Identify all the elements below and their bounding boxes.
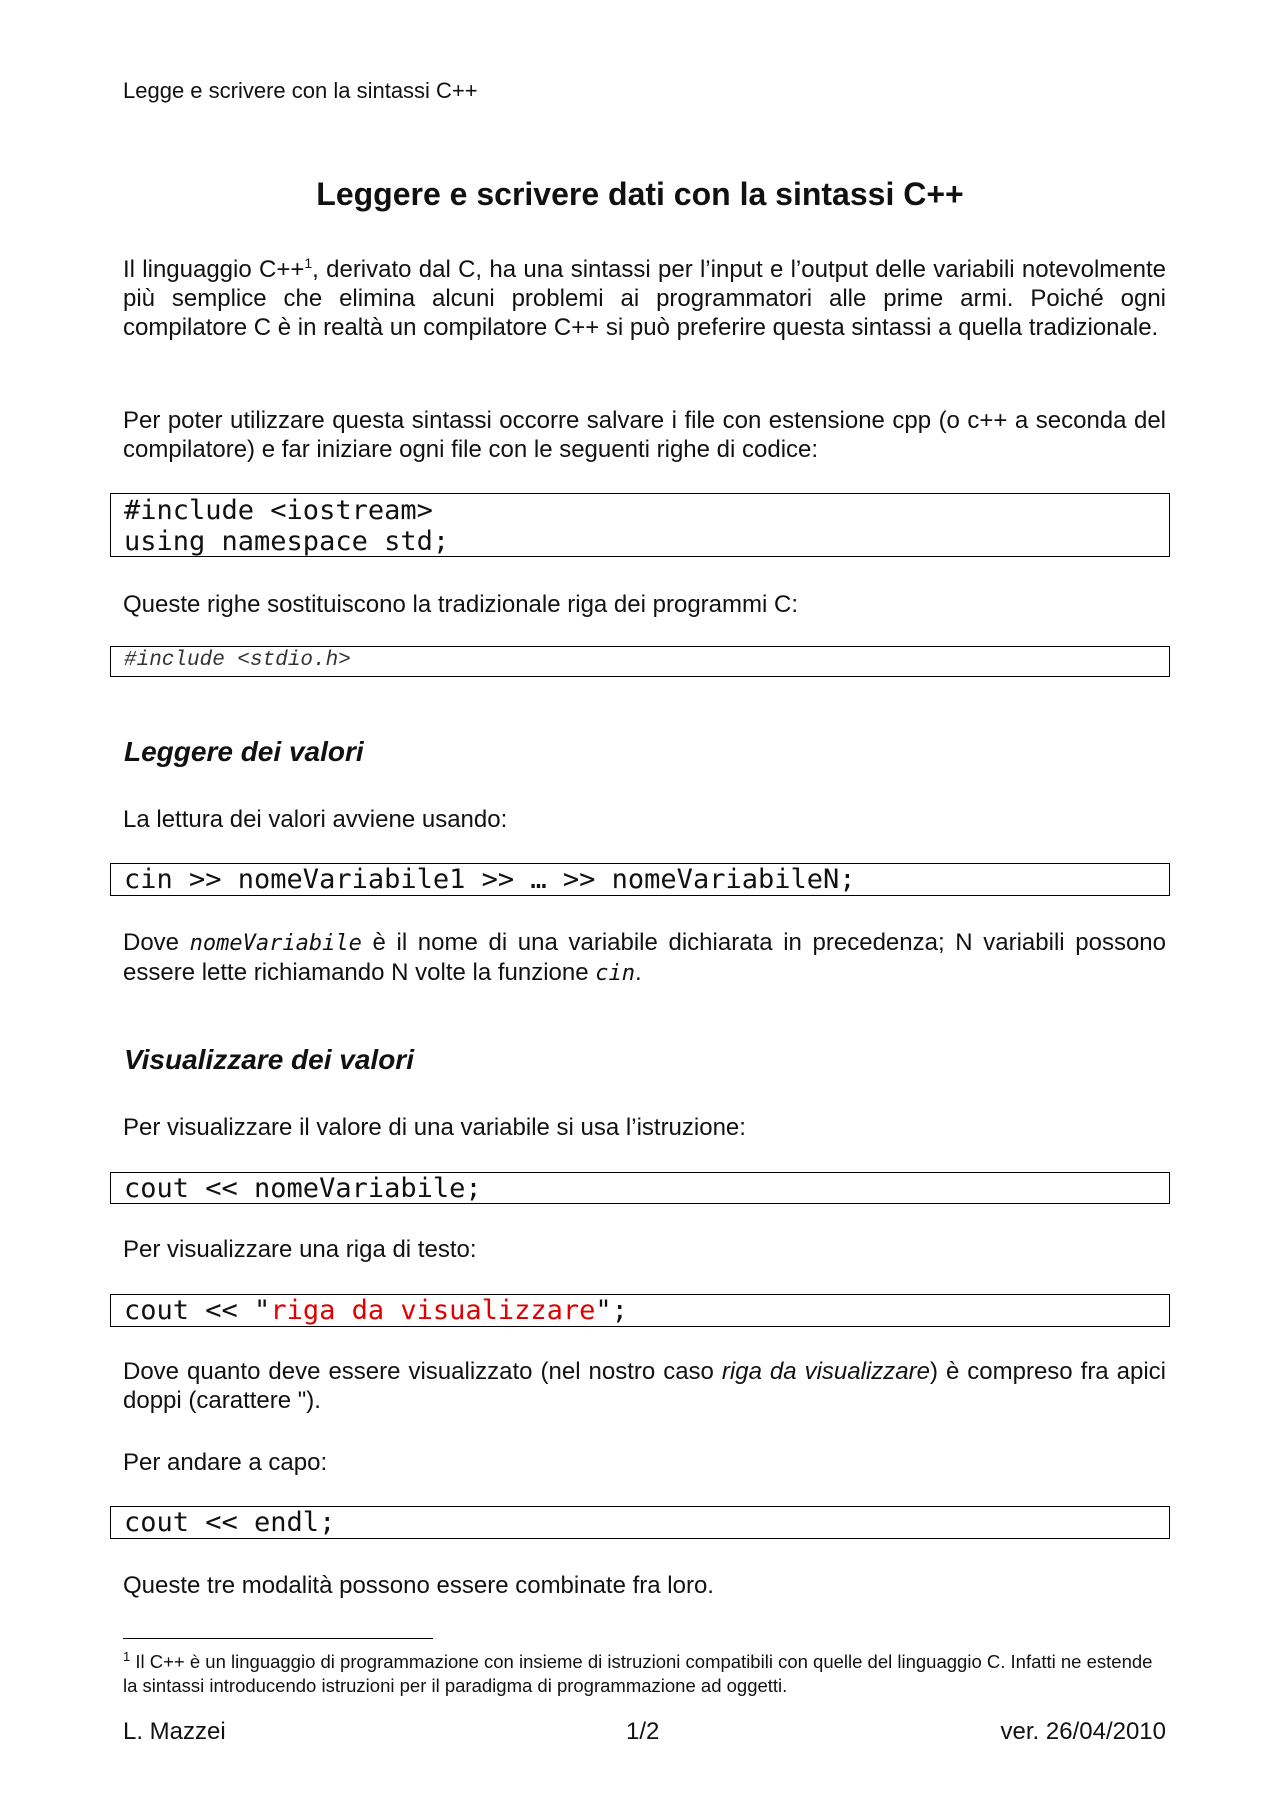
- function-name: cin: [595, 961, 636, 986]
- intro-text-b: , derivato dal C, ha una sintassi per l’input e l’output delle variabili notevolmente più semplice che elimina alcuni problemi ai programmatori alle prime armi. Poiché ogni compilatore C è in realtà un compilatore C++ si può preferire questa sintassi a quella tradizionale.: [123, 256, 1166, 341]
- intro-text-a: Il linguaggio C++: [123, 256, 305, 283]
- desc-text: .: [635, 959, 642, 986]
- desc-text: è il nome di una variabile dichiarata in precedenza; N variabili possono essere lette richiamando N volte la funzione: [123, 929, 1166, 986]
- variable-name: nomeVariabile: [189, 931, 362, 956]
- desc-text: Dove quanto deve essere visualizzato (nel nostro caso: [123, 1358, 722, 1385]
- code-line: #include <iostream>: [124, 495, 433, 526]
- text-line-intro: Per visualizzare una riga di testo:: [123, 1236, 477, 1263]
- code-token: ";: [595, 1295, 628, 1326]
- newline-intro: Per andare a capo:: [123, 1449, 328, 1476]
- code-block-cin: cin >> nomeVariabile1 >> … >> nomeVariabileN;: [110, 863, 1170, 896]
- footnote-divider: [123, 1638, 433, 1639]
- read-intro: La lettura dei valori avviene usando:: [123, 806, 508, 833]
- footnote-reference[interactable]: 1: [304, 255, 313, 271]
- page-title: Leggere e scrivere dati con la sintassi C++: [316, 176, 964, 212]
- intro-paragraph-1: [123, 255, 1166, 342]
- code-block-cout-string: [110, 1294, 1170, 1327]
- section-heading-read: Leggere dei valori: [124, 736, 364, 767]
- string-literal: riga da visualizzare: [270, 1295, 596, 1326]
- footer-author: L. Mazzei: [123, 1718, 226, 1745]
- code-block-include: [110, 493, 1170, 557]
- footnote-text: Il C++ è un linguaggio di programmazione con insieme di istruzioni compatibili con quelle del linguaggio C. Infatti ne estende la sintassi introducendo istruzioni per il paradigma di programmazione ad oggetti.: [123, 1651, 1153, 1696]
- code-block-cout-variable: cout << nomeVariabile;: [110, 1172, 1170, 1204]
- read-description: [123, 928, 1166, 988]
- footnote-mark: 1: [123, 1648, 131, 1664]
- footnote: [123, 1650, 1166, 1698]
- string-description: [123, 1357, 1166, 1415]
- code-block-stdio: #include <stdio.h>: [110, 646, 1170, 677]
- code-block-endl: cout << endl;: [110, 1506, 1170, 1539]
- intro-paragraph-2: Per poter utilizzare questa sintassi occorre salvare i file con estensione cpp (o c++ a seconda del compilatore) e far iniziare ogni file con le seguenti righe di codice:: [123, 407, 1166, 463]
- combine-paragraph: Queste tre modalità possono essere combinate fra loro.: [123, 1572, 714, 1599]
- code-token: cout << ": [124, 1295, 271, 1326]
- italic-text: riga da visualizzare: [721, 1358, 930, 1385]
- desc-text: ) è compreso fra apici doppi (carattere ").: [123, 1358, 1166, 1414]
- show-intro: Per visualizzare il valore di una variabile si usa l’istruzione:: [123, 1114, 746, 1141]
- footer-version: ver. 26/04/2010: [1000, 1718, 1166, 1745]
- code-line: using namespace std;: [124, 526, 450, 557]
- replace-paragraph: Queste righe sostituiscono la tradizionale riga dei programmi C:: [123, 591, 798, 618]
- footer-page-number: 1/2: [626, 1718, 660, 1745]
- running-header: Legge e scrivere con la sintassi C++: [123, 78, 478, 103]
- section-heading-show: Visualizzare dei valori: [124, 1044, 414, 1075]
- desc-text: Dove: [123, 929, 190, 956]
